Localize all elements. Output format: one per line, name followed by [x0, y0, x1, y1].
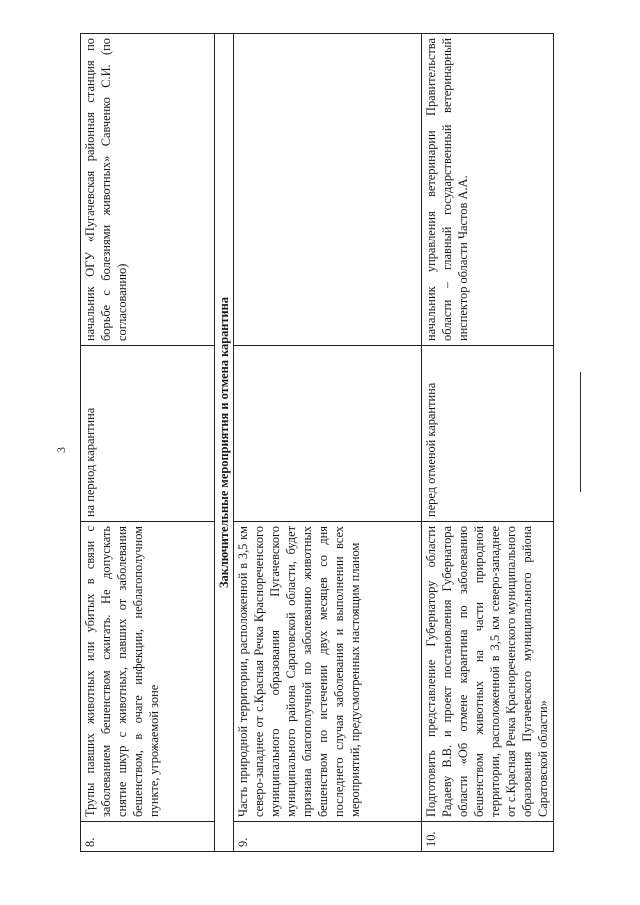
measure-term [234, 346, 422, 522]
row-number: 8. [81, 822, 215, 852]
signature-rule [580, 372, 581, 492]
section-row [215, 34, 234, 852]
row-number: 9. [234, 822, 422, 852]
table-row [234, 34, 422, 852]
measure-text: Подготовить представление Губернатору области Радаеву В.В. и проект постановления Губернатора области «Об отмене карантина по заболеванию бешенством животных на части природной территории, расположенной в 3,5 км северо-западнее от с.Красная Речка Краснореченского муниципального образования Пугачевского муниципального района Саратовской области» [422, 522, 554, 822]
page-number: 3 [54, 447, 68, 453]
measures-table [80, 33, 554, 852]
measure-text: Трупы павших животных или убитых в связи с заболеванием бешенством сжигать. Не допускать снятие шкур с животных, павших от заболевания бешенством, в очаге инфекции, неблагополучном пункте, угрожаемой зоне [81, 522, 215, 822]
measure-term: на период карантина [81, 346, 215, 522]
plan-table-rotated [80, 34, 550, 852]
measure-responsible: начальник ОГУ «Пугачевская районная станция по борьбе с болезнями животных» Савченко С.И. (по согласованию) [81, 34, 215, 346]
measure-responsible [234, 34, 422, 346]
measure-text: Часть природной территории, расположенной в 3,5 км северо-западнее от с.Красная Речка Краснореченского муниципального образования Пугачевского муниципального района Саратовской области, будет признана благополучной по заболеванию животных бешенством по истечении двух месяцев со дня последнего случая заболевания и выполнении всех мероприятий, предусмотренных настоящим планом [234, 522, 422, 822]
measure-term: перед отменой карантина [422, 346, 554, 522]
table-row [81, 34, 215, 852]
measure-responsible: начальник управления ветеринарии Правительства области – главный государственный ветеринарный инспектор области Частов А.А. [422, 34, 554, 346]
table-row [422, 34, 554, 852]
section-title: Заключительные мероприятия и отмена карантина [215, 34, 234, 852]
row-number: 10. [422, 822, 554, 852]
